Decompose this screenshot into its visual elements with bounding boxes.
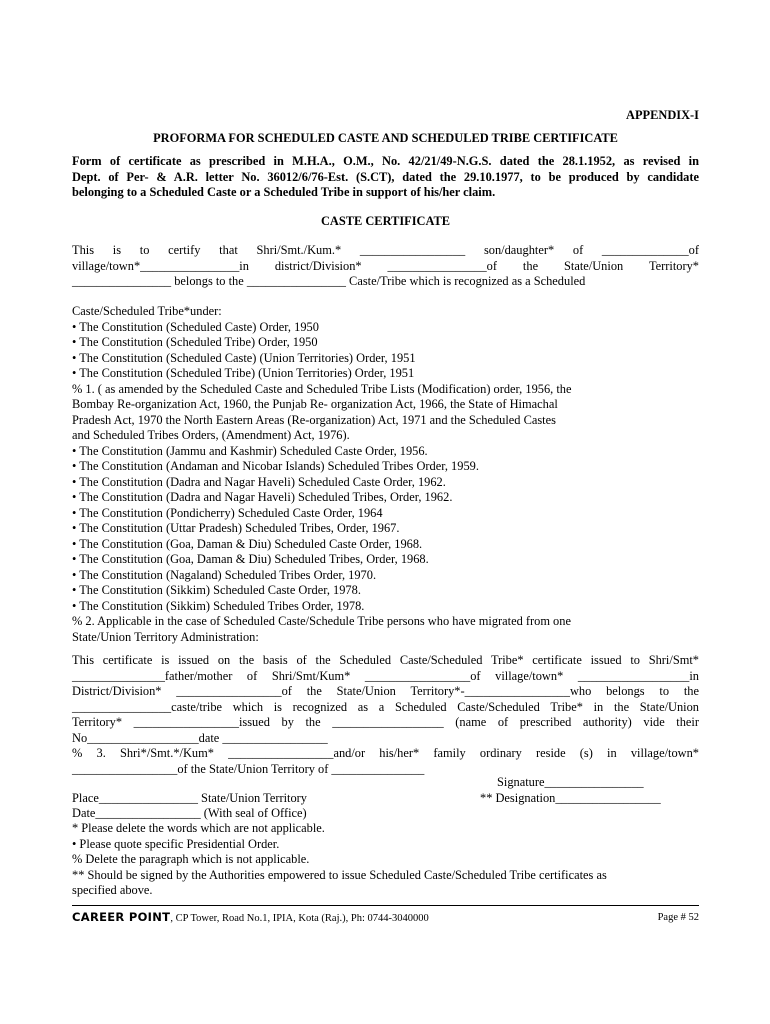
order-item: Pradesh Act, 1970 the North Eastern Areas (Re-organization) Act, 1971 and the Scheduled Castes	[72, 412, 556, 427]
certify-paragraph	[72, 243, 699, 290]
signature-field: Signature________________	[497, 775, 644, 789]
order-item: • The Constitution (Scheduled Caste) (Union Territories) Order, 1951	[72, 350, 416, 365]
order-item: • The Constitution (Andaman and Nicobar Islands) Scheduled Tribes Order, 1959.	[72, 459, 479, 473]
note-item: ** Should be signed by the Authorities empowered to issue Scheduled Caste/Scheduled Tribe certificates as	[72, 867, 607, 882]
footer-divider	[72, 905, 699, 906]
order-item: • The Constitution (Nagaland) Scheduled Tribes Order, 1970.	[72, 567, 377, 582]
basis-line: _______________father/mother of Shri/Smt/Kum* _________________of village/town* __________________in	[72, 668, 699, 683]
note-item: • Please quote specific Presidential Order.	[72, 836, 280, 851]
date-field: Date_________________ (With seal of Office)	[72, 806, 307, 820]
note-item: * Please delete the words which are not applicable.	[72, 821, 325, 835]
basis-line: Territory* _________________issued by the __________________ (name of prescribed authority) vide their	[72, 715, 699, 729]
order-item: State/Union Territory Administration:	[72, 629, 259, 644]
designation-field: ** Designation_________________	[480, 790, 661, 805]
career-point-logo: CAREER POINT	[72, 910, 171, 924]
note-item: % Delete the paragraph which is not applicable.	[72, 852, 310, 866]
order-item: • The Constitution (Goa, Daman & Diu) Scheduled Caste Order, 1968.	[72, 536, 423, 551]
footer-address: , CP Tower, Road No.1, IPIA, Kota (Raj.), Ph: 0744-3040000	[170, 913, 429, 924]
section-title: CASTE CERTIFICATE	[320, 214, 451, 228]
order-item: Caste/Scheduled Tribe*under:	[72, 304, 222, 318]
appendix-label: APPENDIX-I	[626, 108, 699, 122]
order-item: • The Constitution (Scheduled Caste) Order, 1950	[72, 319, 319, 334]
order-item: • The Constitution (Scheduled Tribe) Order, 1950	[72, 335, 318, 349]
order-item: • The Constitution (Uttar Pradesh) Scheduled Tribes, Order, 1967.	[72, 521, 400, 535]
basis-line: This certificate is issued on the basis of the Scheduled Caste/Scheduled Tribe* certificate issued to Shri/Smt*	[72, 653, 699, 667]
order-item: • The Constitution (Jammu and Kashmir) Scheduled Caste Order, 1956.	[72, 443, 428, 458]
state-line: _________________of the State/Union Territory of _______________	[72, 761, 425, 776]
order-item: • The Constitution (Pondicherry) Scheduled Caste Order, 1964	[72, 505, 383, 520]
note-item: specified above.	[72, 883, 153, 897]
certify-line: village/town*________________in district/Division* ________________of the State/Union Territory*	[72, 258, 699, 273]
order-item: • The Constitution (Sikkim) Scheduled Tribes Order, 1978.	[72, 598, 365, 613]
signature-block	[72, 775, 699, 822]
order-item: % 1. ( as amended by the Scheduled Caste and Scheduled Tribe Lists (Modification) order, 1956, the	[72, 381, 572, 396]
notes-list	[72, 821, 699, 899]
orders-list	[72, 304, 699, 645]
place-field: Place________________ State/Union Territory	[72, 790, 307, 805]
basis-line: District/Division* _________________of the State/Union Territory*-_________________who belongs to the	[72, 684, 699, 698]
page-footer	[72, 911, 699, 925]
order-item: • The Constitution (Dadra and Nagar Haveli) Scheduled Tribes, Order, 1962.	[72, 490, 453, 504]
order-item: Bombay Re-organization Act, 1960, the Punjab Re- organization Act, 1966, the State of Himachal	[72, 397, 558, 411]
issued-basis-paragraph	[72, 653, 699, 777]
document-title: PROFORMA FOR SCHEDULED CASTE AND SCHEDULED TRIBE CERTIFICATE	[153, 131, 618, 145]
intro-paragraph	[72, 154, 699, 201]
intro-line: Form of certificate as prescribed in M.H.A., O.M., No. 42/21/49-N.G.S. dated the 28.1.1952, as revised in	[72, 154, 699, 168]
order-item: • The Constitution (Dadra and Nagar Haveli) Scheduled Caste Order, 1962.	[72, 474, 446, 489]
number-date-line: No__________________date _________________	[72, 730, 328, 745]
certify-line: ________________ belongs to the ________________ Caste/Tribe which is recognized as a Scheduled	[72, 274, 586, 288]
order-item: and Scheduled Tribes Orders, (Amendment) Act, 1976).	[72, 428, 350, 442]
order-item: % 2. Applicable in the case of Scheduled Caste/Schedule Tribe persons who have migrated from one	[72, 614, 571, 628]
order-item: • The Constitution (Scheduled Tribe) (Union Territories) Order, 1951	[72, 366, 415, 380]
certify-line: This is to certify that Shri/Smt./Kum.* _________________ son/daughter* of ______________of	[72, 243, 699, 257]
intro-line: belonging to a Scheduled Caste or a Scheduled Tribe in support of his/her claim.	[72, 185, 496, 199]
intro-line: Dept. of Per- & A.R. letter No. 36012/6/76-Est. (S.CT), dated the 29.10.1977, to be produced by candidate	[72, 169, 699, 184]
page-number: Page # 52	[657, 912, 699, 923]
residence-line: % 3. Shri*/Smt.*/Kum* _________________and/or his/her* family ordinary reside (s) in village/town*	[72, 746, 699, 760]
basis-line: ________________caste/tribe which is recognized as a Scheduled Caste/Scheduled Tribe* in the State/Union	[72, 699, 699, 714]
order-item: • The Constitution (Sikkim) Scheduled Caste Order, 1978.	[72, 583, 361, 597]
order-item: • The Constitution (Goa, Daman & Diu) Scheduled Tribes, Order, 1968.	[72, 552, 429, 566]
